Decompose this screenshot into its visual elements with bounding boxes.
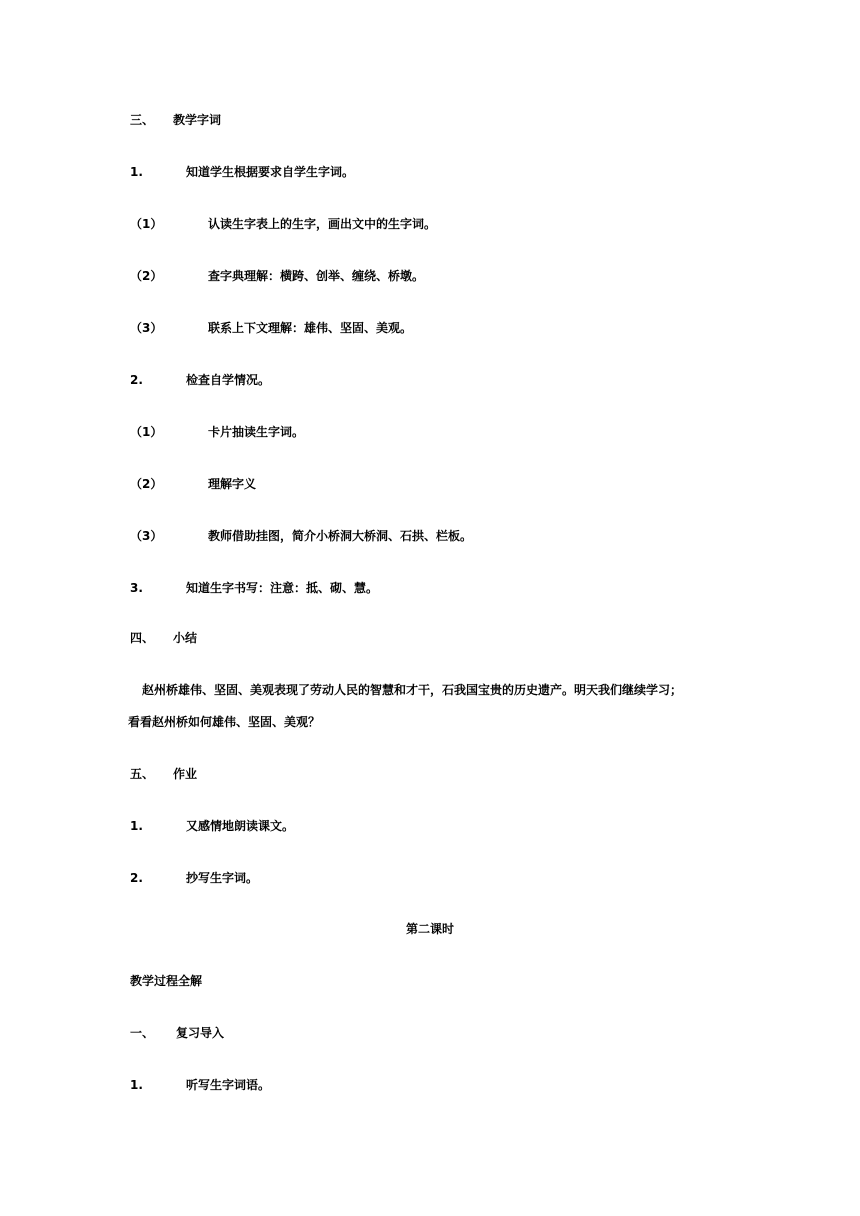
item-text: 抄写生字词。 — [186, 871, 259, 885]
section-title: 教学字词 — [173, 113, 222, 127]
sub-item-text: 联系上下文理解：雄伟、坚固、美观。 — [208, 321, 413, 335]
sub-item-number: （2） — [130, 269, 163, 283]
item-text: 知道生字书写：注意：抵、砌、慧。 — [186, 581, 379, 595]
sub-item-text: 卡片抽读生字词。 — [208, 425, 305, 439]
sub-item-text: 认读生字表上的生字，画出文中的生字词。 — [208, 217, 437, 231]
section-number: 一、 — [130, 1026, 155, 1040]
sub-item-number: （3） — [130, 321, 163, 335]
sub-item-text: 教师借助挂图，简介小桥洞大桥洞、石拱、栏板。 — [208, 529, 473, 543]
item-text: 检查自学情况。 — [186, 373, 271, 387]
paragraph-line: 赵州桥雄伟、坚固、美观表现了劳动人民的智慧和才干，石我国宝贵的历史遗产。明天我们继续学习； — [142, 683, 683, 697]
item-text: 听写生字词语。 — [186, 1078, 271, 1092]
sub-item-number: （3） — [130, 529, 163, 543]
summary-paragraph — [128, 674, 738, 738]
process-title: 教学过程全解 — [130, 974, 203, 988]
paragraph-line: 看看赵州桥如何雄伟、坚固、美观？ — [128, 715, 321, 729]
section-title: 作业 — [173, 767, 198, 781]
item-number: 1. — [130, 819, 143, 833]
sub-item-number: （2） — [130, 477, 163, 491]
item-text: 又感情地朗读课文。 — [186, 819, 295, 833]
lesson-title: 第二课时 — [405, 922, 454, 936]
section-title: 复习导入 — [176, 1026, 225, 1040]
sub-item-number: （1） — [130, 217, 163, 231]
item-number: 1. — [130, 1078, 143, 1092]
section-number: 四、 — [130, 631, 155, 645]
sub-item-text: 查字典理解：横跨、创举、缠绕、桥墩。 — [208, 269, 425, 283]
item-number: 1. — [130, 165, 143, 179]
sub-item-number: （1） — [130, 425, 163, 439]
section-number: 五、 — [130, 767, 155, 781]
section-number: 三、 — [130, 113, 155, 127]
item-number: 3. — [130, 581, 143, 595]
item-number: 2. — [130, 871, 143, 885]
section-title: 小结 — [173, 631, 198, 645]
item-text: 知道学生根据要求自学生字词。 — [186, 165, 355, 179]
sub-item-text: 理解字义 — [208, 477, 257, 491]
item-number: 2. — [130, 373, 143, 387]
